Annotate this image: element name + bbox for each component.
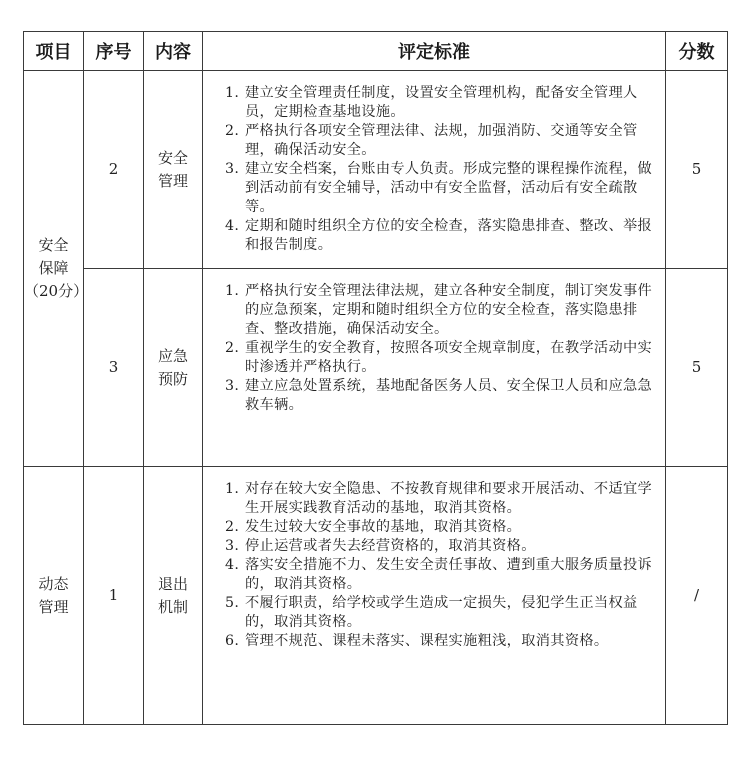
score-cell: 5	[666, 269, 728, 467]
project-line: 保障	[38, 259, 69, 277]
criteria-number: 3.	[225, 378, 240, 394]
seq-cell: 3	[84, 269, 144, 467]
criteria-text: 严格执行各项安全管理法律、法规，加强消防、交通等安全管理，确保活动安全。	[245, 123, 638, 158]
header-score: 分数	[666, 32, 728, 71]
criteria-number: 4.	[225, 557, 240, 573]
criteria-number: 3.	[225, 538, 240, 554]
criteria-number: 5.	[225, 595, 240, 611]
criteria-text: 重视学生的安全教育，按照各项安全规章制度，在教学活动中实时渗透并严格执行。	[245, 340, 653, 375]
criteria-text: 发生过较大安全事故的基地，取消其资格。	[245, 519, 522, 535]
criteria-number: 3.	[225, 161, 240, 177]
criteria-text: 落实安全措施不力、发生安全责任事故、遭到重大服务质量投诉的，取消其资格。	[245, 557, 653, 592]
criteria-cell	[203, 71, 666, 269]
criteria-text: 定期和随时组织全方位的安全检查，落实隐患排查、整改、举报和报告制度。	[245, 218, 653, 253]
criteria-item	[225, 518, 657, 537]
criteria-number: 2.	[225, 519, 240, 535]
project-line: 管理	[38, 597, 69, 616]
criteria-item	[225, 537, 657, 556]
project-line: （20分）	[24, 282, 89, 300]
criteria-number: 1.	[225, 481, 240, 497]
criteria-item	[225, 282, 657, 339]
criteria-item	[225, 217, 657, 255]
criteria-number: 2.	[225, 340, 240, 356]
project-line: 动态	[38, 574, 69, 593]
header-criteria: 评定标准	[203, 32, 666, 71]
criteria-item	[225, 480, 657, 518]
project-cell-safety	[24, 71, 89, 467]
criteria-item	[225, 556, 657, 594]
table-row	[24, 71, 728, 269]
criteria-item	[225, 632, 657, 651]
criteria-list	[225, 480, 657, 651]
project-line: 安全	[38, 236, 69, 254]
criteria-list	[225, 84, 657, 255]
score-cell: 5	[666, 71, 728, 269]
criteria-number: 4.	[225, 218, 240, 234]
criteria-text: 不履行职责，给学校或学生造成一定损失，侵犯学生正当权益的，取消其资格。	[245, 595, 638, 630]
header-project: 项目	[24, 32, 84, 71]
seq-cell: 1	[84, 467, 144, 725]
content-line: 应急	[157, 346, 188, 365]
score-cell: /	[666, 467, 728, 725]
criteria-number: 6.	[225, 633, 240, 649]
header-row	[24, 32, 728, 71]
criteria-item	[225, 160, 657, 217]
project-cell-dynamic	[24, 467, 84, 725]
criteria-text: 建立安全管理责任制度，设置安全管理机构，配备安全管理人员，定期检查基地设施。	[245, 85, 638, 120]
content-line: 退出	[157, 574, 188, 593]
content-line: 安全	[157, 148, 188, 167]
criteria-text: 停止运营或者失去经营资格的，取消其资格。	[245, 538, 536, 554]
table-row	[24, 467, 728, 725]
criteria-number: 1.	[225, 85, 240, 101]
criteria-text: 严格执行安全管理法律法规，建立各种安全制度，制订突发事件的应急预案，定期和随时组织全方位的安全检查，落实隐患排查、整改措施，确保活动安全。	[245, 283, 653, 337]
evaluation-table	[23, 31, 728, 725]
header-seq: 序号	[84, 32, 144, 71]
criteria-text: 对存在较大安全隐患、不按教育规律和要求开展活动、不适宜学生开展实践教育活动的基地，取消其资格。	[245, 481, 653, 516]
criteria-text: 建立安全档案，台账由专人负责。形成完整的课程操作流程，做到活动前有安全辅导，活动中有安全监督，活动后有安全疏散等。	[245, 161, 653, 215]
criteria-number: 2.	[225, 123, 240, 139]
criteria-text: 管理不规范、课程未落实、课程实施粗浅，取消其资格。	[245, 633, 609, 649]
criteria-item	[225, 594, 657, 632]
content-cell	[144, 269, 203, 467]
criteria-list	[225, 282, 657, 415]
content-cell	[144, 467, 203, 725]
criteria-number: 1.	[225, 283, 240, 299]
criteria-item	[225, 339, 657, 377]
content-cell	[144, 71, 203, 269]
criteria-cell	[203, 467, 666, 725]
table-row	[24, 269, 728, 467]
seq-cell: 2	[84, 71, 144, 269]
criteria-item	[225, 84, 657, 122]
header-content: 内容	[144, 32, 203, 71]
content-line: 预防	[157, 369, 188, 388]
criteria-item	[225, 122, 657, 160]
content-line: 管理	[157, 171, 188, 190]
criteria-item	[225, 377, 657, 415]
content-line: 机制	[157, 597, 188, 616]
criteria-text: 建立应急处置系统，基地配备医务人员、安全保卫人员和应急急救车辆。	[245, 378, 653, 413]
criteria-cell	[203, 269, 666, 467]
